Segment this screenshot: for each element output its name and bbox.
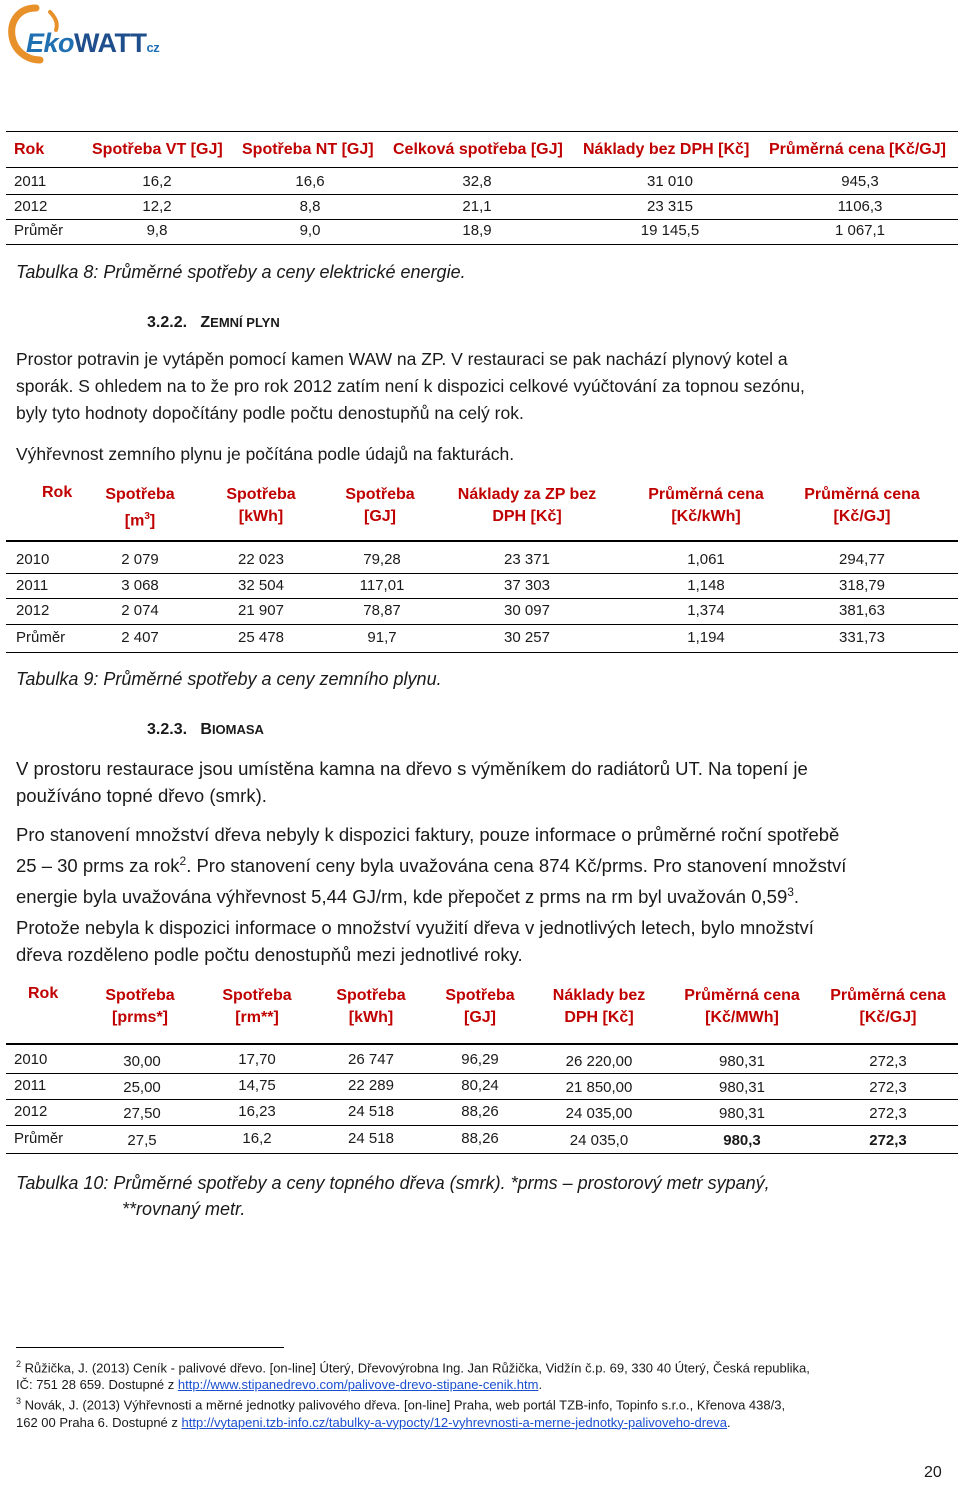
table10-cell: 25,00 (123, 1079, 161, 1096)
section-323-heading (147, 721, 264, 739)
table10-header-line: [rm**] (235, 1009, 279, 1026)
paragraph-biomass-3 (16, 914, 950, 968)
table8-header-rok: Rok (14, 141, 45, 158)
table9-header (226, 484, 295, 528)
table10-header-line: Spotřeba (336, 987, 406, 1004)
table9-cell: 1,194 (687, 629, 725, 646)
paragraph-text: energie byla uvažována výhřevnost 5,44 GJ/rm, kde přepočet z prms na rm byl uvažován 0,59 (16, 886, 788, 908)
table8-header-vt: Spotřeba VT [GJ] (92, 141, 223, 158)
table10-cell: 80,24 (461, 1077, 499, 1094)
table10-header-line: [Kč/MWh] (705, 1009, 779, 1026)
table9-header (804, 484, 920, 528)
table10-header (105, 985, 174, 1029)
table10-cell: 272,3 (869, 1132, 907, 1149)
table9-cell: 1,061 (687, 551, 725, 568)
table9-header-line: Průměrná cena (648, 486, 764, 503)
table10-cell: 14,75 (238, 1077, 276, 1094)
paragraph-line (16, 848, 950, 879)
table10-cell: Průměr (14, 1130, 64, 1147)
table9-header (458, 484, 596, 528)
table9-header-line: ] (149, 512, 156, 530)
section-title-first: B (200, 721, 212, 738)
table9-cell: 117,01 (359, 577, 405, 594)
table8-cell: 16,6 (295, 173, 325, 190)
paragraph-line: Prostor potravin je vytápěn pomocí kamen WAW na ZP. V restauraci se pak nachází plynový kotel a (16, 349, 788, 369)
table9-caption: Tabulka 9: Průměrné spotřeby a ceny zemního plynu. (16, 669, 442, 689)
table10-cell: 26 747 (348, 1051, 394, 1068)
table8-cell: 9,8 (146, 222, 168, 239)
table8-cell: 21,1 (462, 198, 492, 215)
table9-header-line: [kWh] (238, 508, 284, 525)
logo-wordmark (26, 28, 159, 59)
table9-cell: 30 257 (504, 629, 550, 646)
footnote-text: Růžička, J. (2013) Ceník - palivové dřevo. [on-line] Úterý, Dřevovýrobna Ing. Jan Růžička, Vidžín č.p. 69, 330 40 Úterý, Česká republika, (24, 1360, 810, 1376)
table8-cell: 18,9 (462, 222, 492, 239)
table8-cell: 31 010 (647, 173, 693, 190)
page-number: 20 (924, 1464, 942, 1481)
paragraph-line (16, 879, 950, 910)
table9-header-sup: 3 (144, 511, 150, 522)
table10-header-line: [kWh] (348, 1009, 394, 1026)
table9-cell: 78,87 (363, 602, 401, 619)
table9-header-line: Spotřeba (105, 486, 175, 503)
table9-header: Rok (42, 484, 73, 501)
footnote-text: . (727, 1414, 731, 1430)
table9-cell: 1,148 (687, 577, 725, 594)
table9-header (648, 484, 764, 528)
table10-cell: 16,2 (242, 1130, 272, 1147)
table10-cell: 96,29 (461, 1051, 499, 1068)
table8-cell: 8,8 (299, 198, 321, 215)
table9-cell: 32 504 (238, 577, 284, 594)
paragraph-line: sporák. S ohledem na to že pro rok 2012 zatím není k dispozici celkové vyúčtování za topnou sezónu, (16, 376, 805, 396)
table9-cell: 318,79 (839, 577, 885, 594)
table10-cell: 2011 (14, 1077, 47, 1094)
table9-cell: 22 023 (238, 551, 284, 568)
table8-cell: 1 067,1 (834, 222, 886, 239)
footnote-text: 162 00 Praha 6. Dostupné z (16, 1414, 182, 1430)
table9-cell: 3 068 (121, 577, 159, 594)
logo-eko: Eko (26, 28, 75, 58)
table10-cell: 30,00 (123, 1053, 161, 1070)
footnote-text: . (538, 1377, 543, 1393)
logo-watt: WATT (74, 28, 147, 58)
table10-header-line: Spotřeba (222, 987, 292, 1004)
table9-cell: 21 907 (238, 602, 284, 619)
table10-header (553, 985, 645, 1029)
table10-header-line: Průměrná cena (684, 987, 800, 1004)
logo-cz: cz (146, 40, 160, 55)
table8-cell: 23 315 (647, 198, 693, 215)
table10-header (684, 985, 800, 1029)
paragraph-text: . (793, 886, 800, 908)
table10-header-line: [prms*] (111, 1009, 168, 1026)
table9-cell: 2 407 (121, 629, 159, 646)
table9-cell: 25 478 (238, 629, 284, 646)
table10-cell: 272,3 (869, 1079, 907, 1096)
ekowatt-logo (6, 4, 196, 68)
table9-cell: Průměr (16, 629, 66, 646)
paragraph-line: dřeva rozděleno podle počtu denostupňů mezi jednotlivé roky. (16, 944, 523, 965)
table9-cell: 23 371 (504, 551, 550, 568)
table9-cell: 331,73 (839, 629, 885, 646)
table10-header (830, 985, 946, 1029)
paragraph-line: Protože nebyla k dispozici informace o množství využití dřeva v jednotlivých letech, bylo množství (16, 917, 814, 938)
table10-cell: 21 850,00 (565, 1079, 633, 1096)
table10-cell: 88,26 (461, 1130, 499, 1147)
table10-cell: 980,31 (719, 1105, 765, 1122)
footnote-3-line2 (16, 1414, 956, 1431)
table10-header-line: DPH [Kč] (564, 1009, 634, 1026)
table9-header (345, 484, 414, 528)
table10-cell: 88,26 (461, 1103, 499, 1120)
table9-header-line: [m (124, 512, 145, 530)
section-322-heading (147, 314, 280, 332)
footnote-ref[interactable]: 3 (787, 885, 794, 900)
table9-cell: 381,63 (839, 602, 885, 619)
paragraph-biomass-2 (16, 821, 950, 910)
table10-header-line: [Kč/GJ] (859, 1009, 917, 1026)
table10-cell: 24 035,0 (569, 1132, 629, 1149)
table9-header-line: [Kč/kWh] (671, 508, 741, 525)
table9-cell: 91,7 (367, 629, 397, 646)
footnote-text: IČ: 751 28 659. Dostupné z (16, 1377, 178, 1393)
table10-cell: 272,3 (869, 1105, 907, 1122)
table8-header-total: Celková spotřeba [GJ] (393, 141, 563, 158)
footnote-2-link[interactable]: http://www.stipanedrevo.com/palivove-drevo-stipane-cenik.htm (177, 1377, 539, 1393)
table10-cell: 980,31 (719, 1053, 765, 1070)
table8-cell: 16,2 (142, 173, 172, 190)
table10-cell: 22 289 (348, 1077, 394, 1094)
table9-header-line: DPH [Kč] (492, 508, 562, 525)
table10-header-line: Náklady bez (552, 987, 646, 1004)
table10-header-line: Spotřeba (445, 987, 515, 1004)
table8-cell: Průměr (14, 222, 64, 239)
footnote-3-line1 (16, 1393, 956, 1413)
section-number: 3.2.2. (147, 314, 188, 331)
paragraph-gas-calorific: Výhřevnost zemního plynu je počítána podle údajů na fakturách. (16, 444, 515, 464)
paragraph-text: . Pro stanovení ceny byla uvažována cena 874 Kč/prms. Pro stanovení množství (186, 855, 847, 877)
table9-cell: 79,28 (363, 551, 401, 568)
table10-cell: 24 518 (348, 1103, 394, 1120)
table10-cell: 27,50 (123, 1105, 161, 1122)
table9-cell: 37 303 (504, 577, 550, 594)
table10-header (336, 985, 405, 1029)
table9-cell: 2 079 (121, 551, 159, 568)
table9-cell: 2010 (16, 551, 50, 568)
paragraph-text: 25 – 30 prms za rok (16, 855, 180, 877)
table10-cell: 24 518 (348, 1130, 394, 1147)
table10-cell: 17,70 (238, 1051, 276, 1068)
table9-header-line: [Kč/GJ] (833, 508, 891, 525)
table8-header-nt: Spotřeba NT [GJ] (242, 141, 374, 158)
table10-cell: 980,31 (719, 1079, 765, 1096)
footnote-2-line2 (16, 1376, 956, 1393)
table9-cell: 2011 (16, 577, 49, 594)
table9-header (105, 484, 174, 532)
table8-cell: 12,2 (142, 198, 172, 215)
table9-header-line: [GJ] (364, 508, 396, 525)
paragraph-gas (16, 346, 952, 427)
table8-cell: 1106,3 (837, 198, 883, 215)
table10-cell: 272,3 (869, 1053, 907, 1070)
section-title-first: Z (200, 314, 211, 331)
paragraph-line: byly tyto hodnoty dopočítány podle počtu denostupňů na celý rok. (16, 403, 524, 423)
table9-cell: 294,77 (839, 551, 885, 568)
footnote-ref[interactable]: 2 (179, 854, 187, 868)
table10-cell: 980,3 (723, 1132, 761, 1149)
section-title-rest: EMNÍ PLYN (210, 315, 280, 330)
table10-header-line: Průměrná cena (830, 987, 946, 1004)
paragraph-biomass-1 (16, 755, 950, 809)
table9-header-line: Náklady za ZP bez (457, 486, 597, 503)
table10-header (445, 985, 514, 1029)
table8-cell: 945,3 (841, 173, 879, 190)
table8-header-price: Průměrná cena [Kč/GJ] (769, 141, 946, 158)
table10-header (222, 985, 291, 1029)
table9-cell: 30 097 (504, 602, 550, 619)
table10-header-line: Spotřeba (105, 987, 175, 1004)
table8-cell: 32,8 (462, 173, 492, 190)
table10-header-line: [GJ] (464, 1009, 496, 1026)
footnote-2-line1 (16, 1356, 956, 1376)
table8-cell: 19 145,5 (640, 222, 700, 239)
table10-cell: 24 035,00 (565, 1105, 633, 1122)
table10-cell: 16,23 (238, 1103, 276, 1120)
table8-cell: 2012 (14, 198, 48, 215)
caption-line: **rovnaný metr. (122, 1199, 246, 1219)
table9-header-line: Spotřeba (226, 486, 296, 503)
table9-header-line: Průměrná cena (804, 486, 920, 503)
table10-caption (16, 1170, 770, 1222)
section-title-rest: IOMASA (211, 722, 264, 737)
table9-cell: 1,374 (687, 602, 725, 619)
table9-cell: 2 074 (121, 602, 159, 619)
footnotes (16, 1356, 956, 1431)
table8-caption: Tabulka 8: Průměrné spotřeby a ceny elektrické energie. (16, 262, 466, 282)
table9-cell: 2012 (16, 602, 50, 619)
table10-cell: 26 220,00 (565, 1053, 633, 1070)
section-number: 3.2.3. (147, 721, 188, 738)
table9-header-line: Spotřeba (345, 486, 415, 503)
footnote-text: Novák, J. (2013) Výhřevnosti a měrné jednotky palivového dřeva. [on-line] Praha, web portál TZB-info, Topinfo s.r.o., Křenova 438/3, (24, 1397, 786, 1413)
table10-cell: 27,5 (127, 1132, 157, 1149)
table8-cell: 9,0 (299, 222, 321, 239)
table10-header: Rok (28, 985, 59, 1002)
footnote-number: 2 (16, 1359, 22, 1369)
paragraph-line: Pro stanovení množství dřeva nebyly k dispozici faktury, pouze informace o průměrné roční spotřebě (16, 824, 840, 845)
table10-cell: 2010 (14, 1051, 48, 1068)
table8-header-cost: Náklady bez DPH [Kč] (583, 141, 750, 158)
footnote-number: 3 (16, 1396, 22, 1407)
footnote-3-link[interactable]: http://vytapeni.tzb-info.cz/tabulky-a-vypocty/12-vyhrevnosti-a-merne-jednotky-palivoveho-dreva (181, 1414, 728, 1430)
table10-cell: 2012 (14, 1103, 48, 1120)
paragraph-line: používáno topné dřevo (smrk). (16, 785, 267, 806)
caption-line: Tabulka 10: Průměrné spotřeby a ceny topného dřeva (smrk). *prms – prostorový metr sypaný, (16, 1173, 770, 1193)
paragraph-line: V prostoru restaurace jsou umístěna kamna na dřevo s výměníkem do radiátorů UT. Na topení je (16, 758, 808, 779)
table8-cell: 2011 (14, 173, 47, 190)
